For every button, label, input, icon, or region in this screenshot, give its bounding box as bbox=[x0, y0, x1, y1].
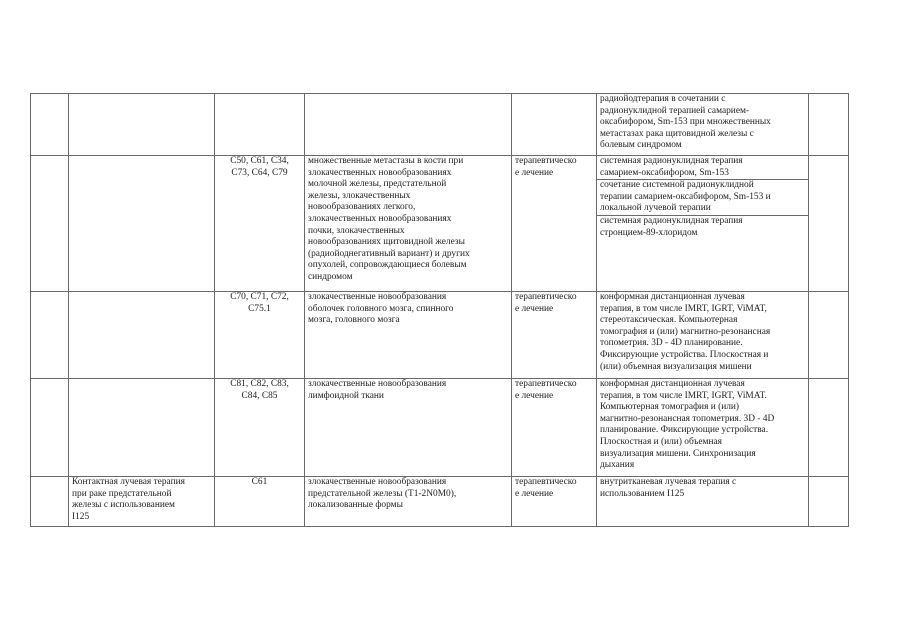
treatment-line: радиойодтерапия в сочетании с bbox=[600, 94, 726, 104]
notes-cell bbox=[809, 292, 849, 379]
treatment-type-cell-line: е лечение bbox=[515, 167, 554, 178]
treatment-line: стронцием-89-хлоридом bbox=[600, 227, 698, 238]
treatment-type-cell bbox=[512, 379, 597, 477]
treatment-method-cell bbox=[597, 379, 809, 477]
treatment-option bbox=[597, 179, 808, 215]
disease-cell-line: злокачественные новообразования bbox=[308, 292, 447, 302]
table-row bbox=[31, 156, 849, 292]
method-cell-line: I125 bbox=[72, 511, 90, 522]
number-cell bbox=[31, 292, 69, 379]
treatment-option bbox=[600, 292, 805, 373]
disease-cell bbox=[305, 156, 512, 292]
treatment-line: радионуклидной терапией самарием- bbox=[600, 105, 750, 116]
disease-cell-line: злокачественные новообразования bbox=[308, 477, 447, 487]
disease-cell-line: злокачественных новообразованиях bbox=[308, 167, 452, 178]
disease-cell-line: злокачественных новообразованиях bbox=[308, 213, 452, 224]
treatment-line: Плоскостная и (или) объемная bbox=[600, 436, 722, 447]
treatment-option bbox=[600, 156, 805, 179]
icd-codes-cell-line: C75.1 bbox=[248, 303, 271, 314]
method-cell bbox=[69, 94, 215, 156]
treatment-method-cell bbox=[597, 94, 809, 156]
treatment-method-cell bbox=[597, 477, 809, 527]
treatment-line: системная радионуклидная терапия bbox=[600, 215, 743, 226]
treatment-type-cell bbox=[512, 156, 597, 292]
icd-codes-cell bbox=[215, 94, 305, 156]
treatment-type-cell bbox=[512, 94, 597, 156]
treatment-line: терапия, в том числе IMRT, IGRT, ViMAT. bbox=[600, 390, 767, 401]
treatment-line: болевым синдромом bbox=[600, 140, 682, 151]
notes-cell bbox=[809, 156, 849, 292]
notes-cell bbox=[809, 477, 849, 527]
icd-codes-cell-line: C61 bbox=[251, 477, 268, 487]
table-row bbox=[31, 477, 849, 527]
icd-codes-cell bbox=[215, 379, 305, 477]
treatment-line: конформная дистанционная лучевая bbox=[600, 379, 745, 389]
disease-cell-line: злокачественные новообразования bbox=[308, 379, 447, 389]
treatment-line: Компьютерная томография и (или) bbox=[600, 402, 740, 413]
disease-cell-line: железы, злокачественных bbox=[308, 190, 411, 201]
icd-codes-cell bbox=[215, 156, 305, 292]
treatment-type-cell-line: терапевтическо bbox=[515, 379, 577, 389]
treatment-type-cell bbox=[512, 292, 597, 379]
treatment-type-cell-line: терапевтическо bbox=[515, 477, 577, 487]
treatment-type-cell bbox=[512, 477, 597, 527]
number-cell bbox=[31, 94, 69, 156]
treatment-line: магнитно-резонансная топометрия. 3D - 4D bbox=[600, 413, 775, 424]
method-cell bbox=[69, 292, 215, 379]
treatment-option bbox=[600, 379, 805, 472]
method-cell bbox=[69, 379, 215, 477]
method-cell-line: при раке предстательной bbox=[72, 488, 172, 499]
disease-cell-line: новообразованиях щитовидной железы bbox=[308, 237, 465, 248]
treatment-type-cell-line: терапевтическо bbox=[515, 156, 577, 166]
method-cell bbox=[69, 156, 215, 292]
treatment-line: сочетание системной радионуклидной bbox=[600, 180, 754, 191]
icd-codes-cell-line: C70, C71, C72, bbox=[230, 292, 289, 302]
method-cell bbox=[69, 477, 215, 527]
disease-cell bbox=[305, 292, 512, 379]
treatment-type-cell-line: е лечение bbox=[515, 390, 554, 401]
treatment-line: стереотаксическая. Компьютерная bbox=[600, 315, 738, 326]
treatment-line: планирование. Фиксирующие устройства. bbox=[600, 425, 769, 436]
disease-cell bbox=[305, 94, 512, 156]
disease-cell-line: лимфоидной ткани bbox=[308, 390, 384, 401]
treatment-table bbox=[30, 93, 849, 527]
disease-cell-line: множественные метастазы в кости при bbox=[308, 156, 464, 166]
icd-codes-cell-line: C50, C61, C34, bbox=[230, 156, 289, 166]
disease-cell-line: предстательной железы (T1-2N0M0), bbox=[308, 488, 457, 499]
treatment-line: томография и (или) магнитно-резонансная bbox=[600, 326, 771, 337]
treatment-line: локальной лучевой терапии bbox=[600, 203, 711, 214]
disease-cell bbox=[305, 477, 512, 527]
disease-cell-line: почки, злокачественных bbox=[308, 225, 405, 236]
icd-codes-cell-line: C84, C85 bbox=[241, 390, 278, 401]
disease-cell-line: мозга, головного мозга bbox=[308, 315, 400, 326]
disease-cell-line: опухолей, сопровождающиеся болевым bbox=[308, 260, 467, 271]
disease-cell-line: синдромом bbox=[308, 271, 353, 282]
notes-cell bbox=[809, 94, 849, 156]
treatment-line: топометрия. 3D - 4D планирование. bbox=[600, 338, 743, 349]
treatment-line: терапия, в том числе IMRT, IGRT, ViMAT, bbox=[600, 303, 767, 314]
number-cell bbox=[31, 156, 69, 292]
icd-codes-cell-line: C73, C64, C79 bbox=[231, 167, 288, 178]
treatment-type-cell-line: е лечение bbox=[515, 488, 554, 499]
treatment-line: использованием I125 bbox=[600, 488, 685, 499]
treatment-option bbox=[600, 94, 805, 152]
treatment-line: (или) объемная визуализация мишени bbox=[600, 361, 752, 372]
treatment-line: системная радионуклидная терапия bbox=[600, 156, 743, 166]
treatment-line: терапии самарием-оксабифором, Sm-153 и bbox=[600, 191, 771, 202]
icd-codes-cell bbox=[215, 292, 305, 379]
notes-cell bbox=[809, 379, 849, 477]
table-row bbox=[31, 94, 849, 156]
treatment-type-cell-line: терапевтическо bbox=[515, 292, 577, 302]
treatment-type-cell-line: е лечение bbox=[515, 303, 554, 314]
treatment-line: внутритканевая лучевая терапия с bbox=[600, 477, 737, 487]
disease-cell-line: (радиойоднегативный вариант) и других bbox=[308, 248, 470, 259]
method-cell-line: Контактная лучевая терапия bbox=[72, 477, 185, 487]
treatment-option bbox=[597, 215, 808, 239]
number-cell bbox=[31, 477, 69, 527]
treatment-line: самарием-оксабифором, Sm-153 bbox=[600, 167, 729, 178]
disease-cell-line: локализованные формы bbox=[308, 500, 403, 511]
icd-codes-cell-line: C81, C82, C83, bbox=[230, 379, 289, 389]
treatment-line: оксабифором, Sm-153 при множественных bbox=[600, 117, 771, 128]
treatment-method-cell bbox=[597, 156, 809, 292]
table-row bbox=[31, 292, 849, 379]
treatment-line: конформная дистанционная лучевая bbox=[600, 292, 745, 302]
method-cell-line: железы с использованием bbox=[72, 500, 175, 511]
treatment-line: дыхания bbox=[600, 460, 635, 471]
icd-codes-cell bbox=[215, 477, 305, 527]
treatment-line: метастазах рака щитовидной железы с bbox=[600, 128, 754, 139]
disease-cell-line: молочной железы, предстательной bbox=[308, 179, 447, 190]
number-cell bbox=[31, 379, 69, 477]
treatment-line: Фиксирующие устройства. Плоскостная и bbox=[600, 349, 769, 360]
treatment-line: визуализация мишени. Синхронизация bbox=[600, 448, 756, 459]
treatment-method-cell bbox=[597, 292, 809, 379]
table-row bbox=[31, 379, 849, 477]
treatment-option bbox=[600, 477, 805, 500]
disease-cell-line: новообразованиях легкого, bbox=[308, 202, 416, 213]
disease-cell-line: оболочек головного мозга, спинного bbox=[308, 303, 454, 314]
disease-cell bbox=[305, 379, 512, 477]
